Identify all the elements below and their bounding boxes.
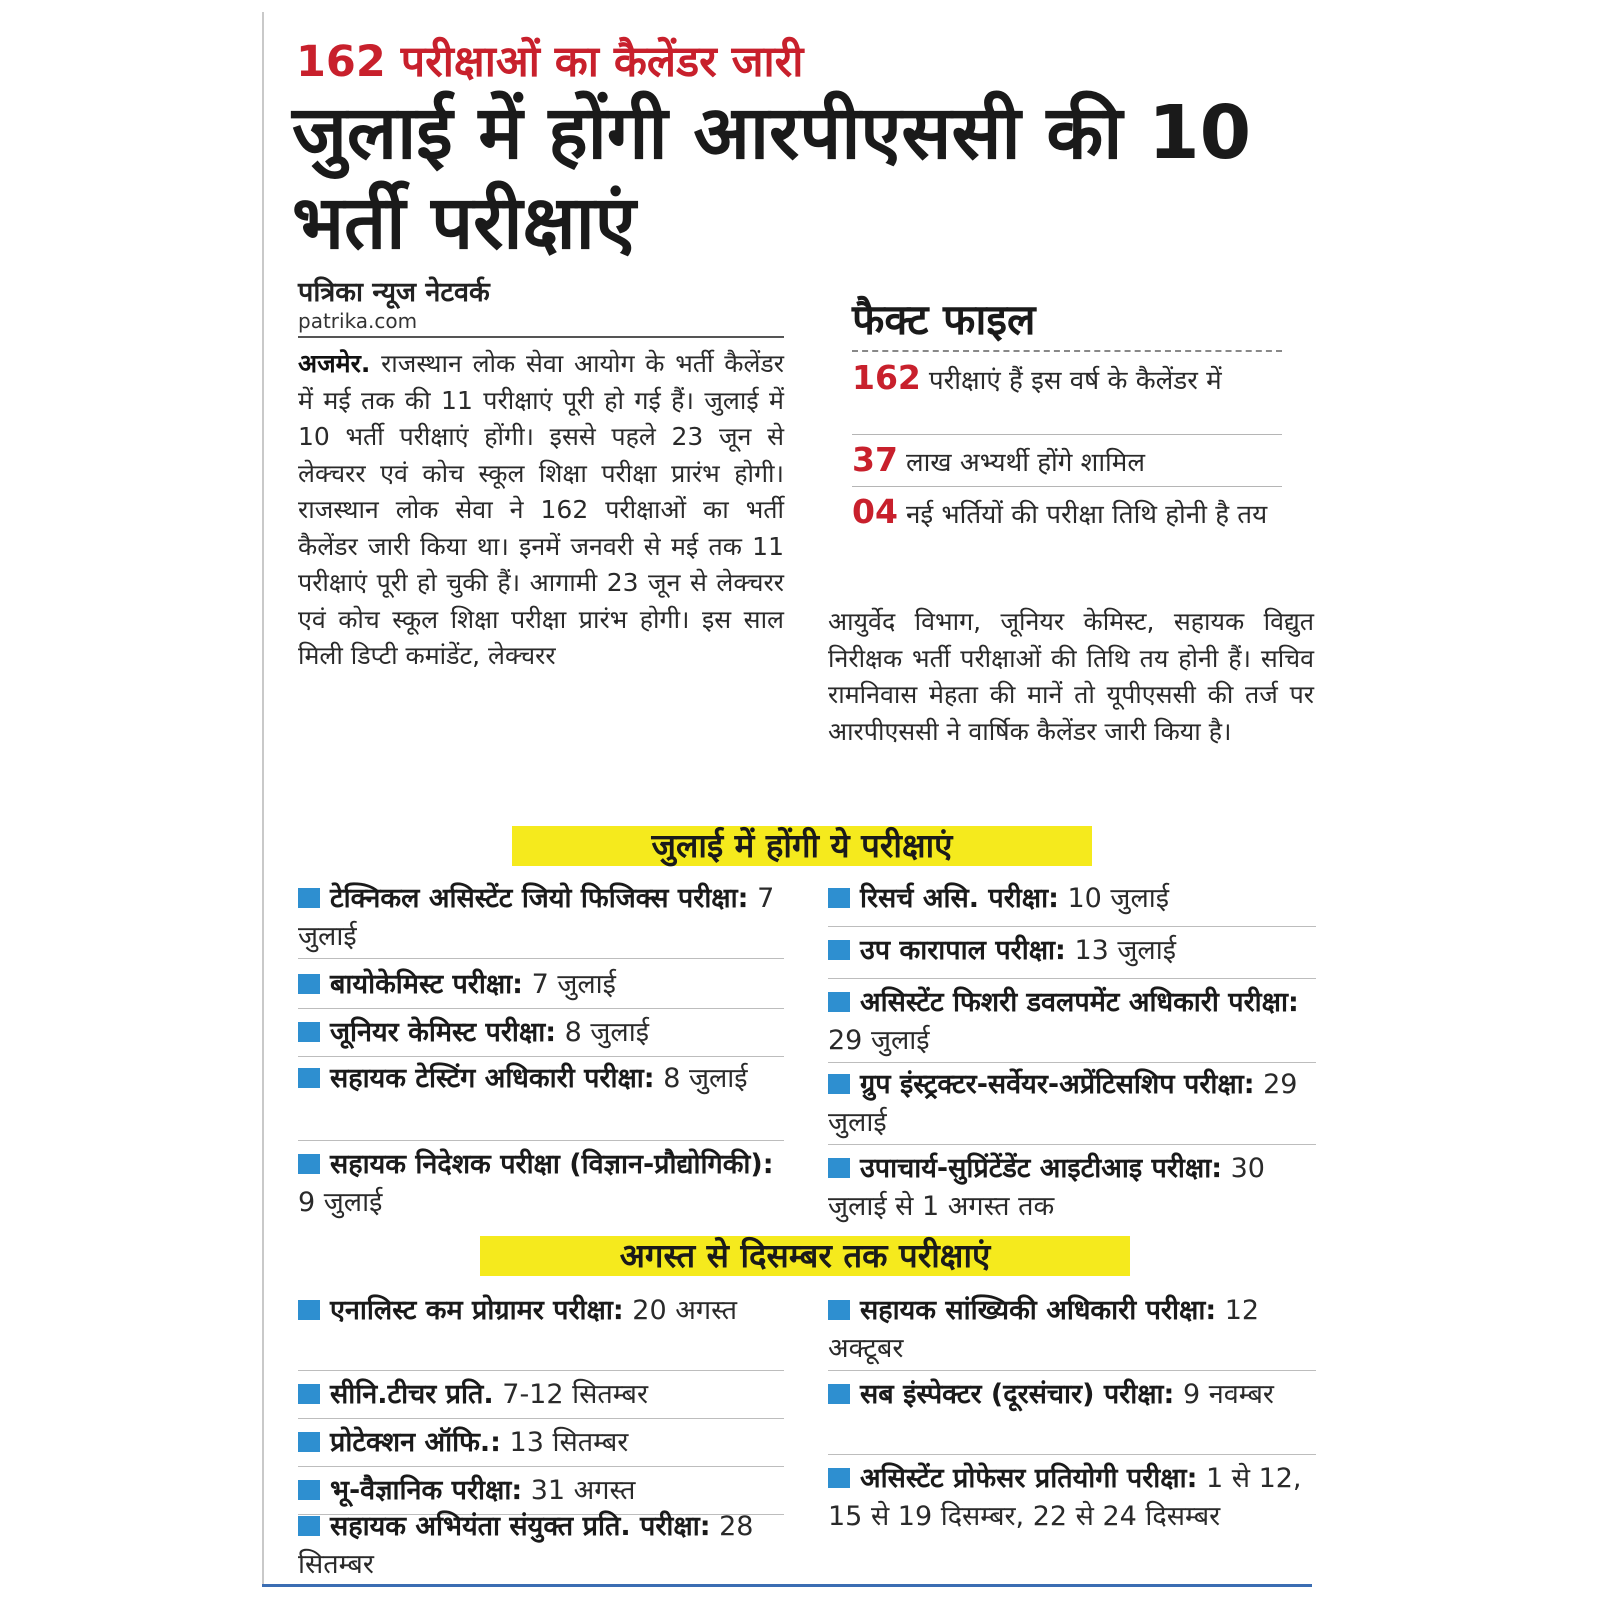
bullet-square-icon bbox=[828, 1300, 850, 1320]
dateline: अजमेर. bbox=[298, 349, 371, 378]
bullet-square-icon bbox=[298, 1154, 320, 1174]
exam-item: सहायक अभियंता संयुक्त प्रति. परीक्षा: 28 सितम्बर bbox=[298, 1511, 754, 1580]
bullet-square-icon bbox=[298, 888, 320, 908]
exam-item: उप कारापाल परीक्षा: 13 जुलाई bbox=[828, 932, 1316, 970]
fact-divider bbox=[852, 486, 1282, 487]
kicker: 162 परीक्षाओं का कैलेंडर जारी bbox=[296, 37, 804, 87]
article-text-left: राजस्थान लोक सेवा आयोग के भर्ती कैलेंडर में मई तक की 11 परीक्षाएं पूरी हो गई हैं। जुलाई में 10 भर्ती परीक्षाएं होंगी। इससे पहले 23 जून से लेक्चरर एवं कोच स्कूल शिक्षा परीक्षा प्रारंभ होगी। राजस्थान लोक सेवा ने 162 परीक्षाओं का भर्ती कैलेंडर जारी किया था। इनमें जनवरी से मई तक 11 परीक्षाएं पूरी हो चुकी हैं। आगामी 23 जून से लेक्चरर एवं कोच स्कूल शिक्षा परीक्षा प्रारंभ होगी। इस साल मिली डिप्टी कमांडेंट, लेक्चरर bbox=[298, 349, 784, 670]
bullet-square-icon bbox=[298, 1300, 320, 1320]
exam-item: सहायक टेस्टिंग अधिकारी परीक्षा: 8 जुलाई bbox=[298, 1060, 784, 1098]
exam-item: एनालिस्ट कम प्रोग्रामर परीक्षा: 20 अगस्त bbox=[298, 1292, 784, 1330]
exam-item: सब इंस्पेक्टर (दूरसंचार) परीक्षा: 9 नवम्बर bbox=[828, 1376, 1316, 1414]
fact-file-divider bbox=[852, 350, 1282, 352]
exam-item: सीनि.टीचर प्रति. 7-12 सितम्बर bbox=[298, 1376, 784, 1414]
bullet-square-icon bbox=[828, 1468, 850, 1488]
exam-separator bbox=[828, 1370, 1316, 1371]
bullet-square-icon bbox=[298, 974, 320, 994]
exam-item: सहायक निदेशक परीक्षा (विज्ञान-प्रौद्योगिकी): 9 जुलाई bbox=[298, 1149, 774, 1218]
exam-item: जूनियर केमिस्ट परीक्षा: 8 जुलाई bbox=[298, 1014, 784, 1052]
bottom-rule bbox=[262, 1584, 1312, 1587]
fact-text: नई भर्तियों की परीक्षा तिथि होनी है तय bbox=[905, 500, 1268, 530]
fact-text: लाख अभ्यर्थी होंगे शामिल bbox=[905, 448, 1145, 478]
bullet-square-icon bbox=[828, 888, 850, 908]
exam-item: सहायक सांख्यिकी अधिकारी परीक्षा: 12 अक्टूबर bbox=[828, 1295, 1260, 1364]
bullet-square-icon bbox=[828, 992, 850, 1012]
bullet-square-icon bbox=[828, 1384, 850, 1404]
exam-separator bbox=[298, 1466, 784, 1467]
fact-text: परीक्षाएं हैं इस वर्ष के कैलेंडर में bbox=[928, 366, 1222, 396]
exam-item: ग्रुप इंस्ट्रक्टर-सर्वेयर-अप्रेंटिसशिप परीक्षा: 29 जुलाई bbox=[828, 1069, 1298, 1138]
exam-separator bbox=[828, 1062, 1316, 1063]
exam-separator bbox=[298, 1140, 784, 1141]
fact-item bbox=[852, 494, 1292, 533]
article-body-right: आयुर्वेद विभाग, जूनियर केमिस्ट, सहायक विद्युत निरीक्षक भर्ती परीक्षाओं की तिथि तय होनी हैं। सचिव रामनिवास मेहता की मानें तो यूपीएससी की तर्ज पर आरपीएससी ने वार्षिक कैलेंडर जारी किया है। bbox=[828, 607, 1314, 746]
exam-item: प्रोटेक्शन ऑफि.: 13 सितम्बर bbox=[298, 1424, 784, 1462]
exam-item: रिसर्च असि. परीक्षा: 10 जुलाई bbox=[828, 880, 1316, 918]
fact-item bbox=[852, 442, 1292, 481]
exam-separator bbox=[298, 958, 784, 959]
exam-separator bbox=[828, 1454, 1316, 1455]
fact-divider bbox=[852, 434, 1282, 435]
exam-separator bbox=[298, 1418, 784, 1419]
fact-item bbox=[852, 360, 1292, 399]
exam-item: असिस्टेंट फिशरी डवलपमेंट अधिकारी परीक्षा: 29 जुलाई bbox=[828, 987, 1299, 1056]
fact-file-title: फैक्ट फाइल bbox=[852, 295, 1036, 344]
exam-separator bbox=[298, 1056, 784, 1057]
july-section-title: जुलाई में होंगी ये परीक्षाएं bbox=[651, 826, 953, 865]
exam-separator bbox=[828, 978, 1316, 979]
bullet-square-icon bbox=[298, 1480, 320, 1500]
exam-item: टेक्निकल असिस्टेंट जियो फिजिक्स परीक्षा: 7 जुलाई bbox=[298, 883, 775, 952]
exam-item: असिस्टेंट प्रोफेसर प्रतियोगी परीक्षा: 1 से 12, 15 से 19 दिसम्बर, 22 से 24 दिसम्बर bbox=[828, 1463, 1302, 1532]
byline-rule bbox=[298, 336, 784, 338]
headline: जुलाई में होंगी आरपीएससी की 10 भर्ती परीक्षाएं bbox=[292, 90, 1252, 266]
aug-dec-section-title: अगस्त से दिसम्बर तक परीक्षाएं bbox=[619, 1236, 991, 1275]
fact-number: 37 bbox=[852, 440, 898, 479]
bullet-square-icon bbox=[298, 1384, 320, 1404]
bullet-square-icon bbox=[298, 1516, 320, 1536]
left-column-rule bbox=[262, 12, 264, 1584]
bullet-square-icon bbox=[828, 1158, 850, 1178]
article-body-left bbox=[298, 346, 784, 675]
byline: पत्रिका न्यूज नेटवर्क bbox=[298, 277, 490, 308]
site-url: patrika.com bbox=[298, 309, 418, 333]
exam-separator bbox=[298, 1370, 784, 1371]
exam-item: उपाचार्य-सुप्रिंटेंडेंट आइटीआइ परीक्षा: 30 जुलाई से 1 अगस्त तक bbox=[828, 1153, 1265, 1222]
bullet-square-icon bbox=[298, 1022, 320, 1042]
fact-number: 162 bbox=[852, 358, 921, 397]
bullet-square-icon bbox=[298, 1432, 320, 1452]
exam-item: बायोकेमिस्ट परीक्षा: 7 जुलाई bbox=[298, 966, 784, 1004]
exam-item: भू-वैज्ञानिक परीक्षा: 31 अगस्त bbox=[298, 1472, 784, 1510]
bullet-square-icon bbox=[828, 1074, 850, 1094]
exam-separator bbox=[298, 1008, 784, 1009]
fact-number: 04 bbox=[852, 492, 898, 531]
bullet-square-icon bbox=[828, 940, 850, 960]
exam-separator bbox=[828, 1144, 1316, 1145]
exam-separator bbox=[828, 926, 1316, 927]
bullet-square-icon bbox=[298, 1068, 320, 1088]
